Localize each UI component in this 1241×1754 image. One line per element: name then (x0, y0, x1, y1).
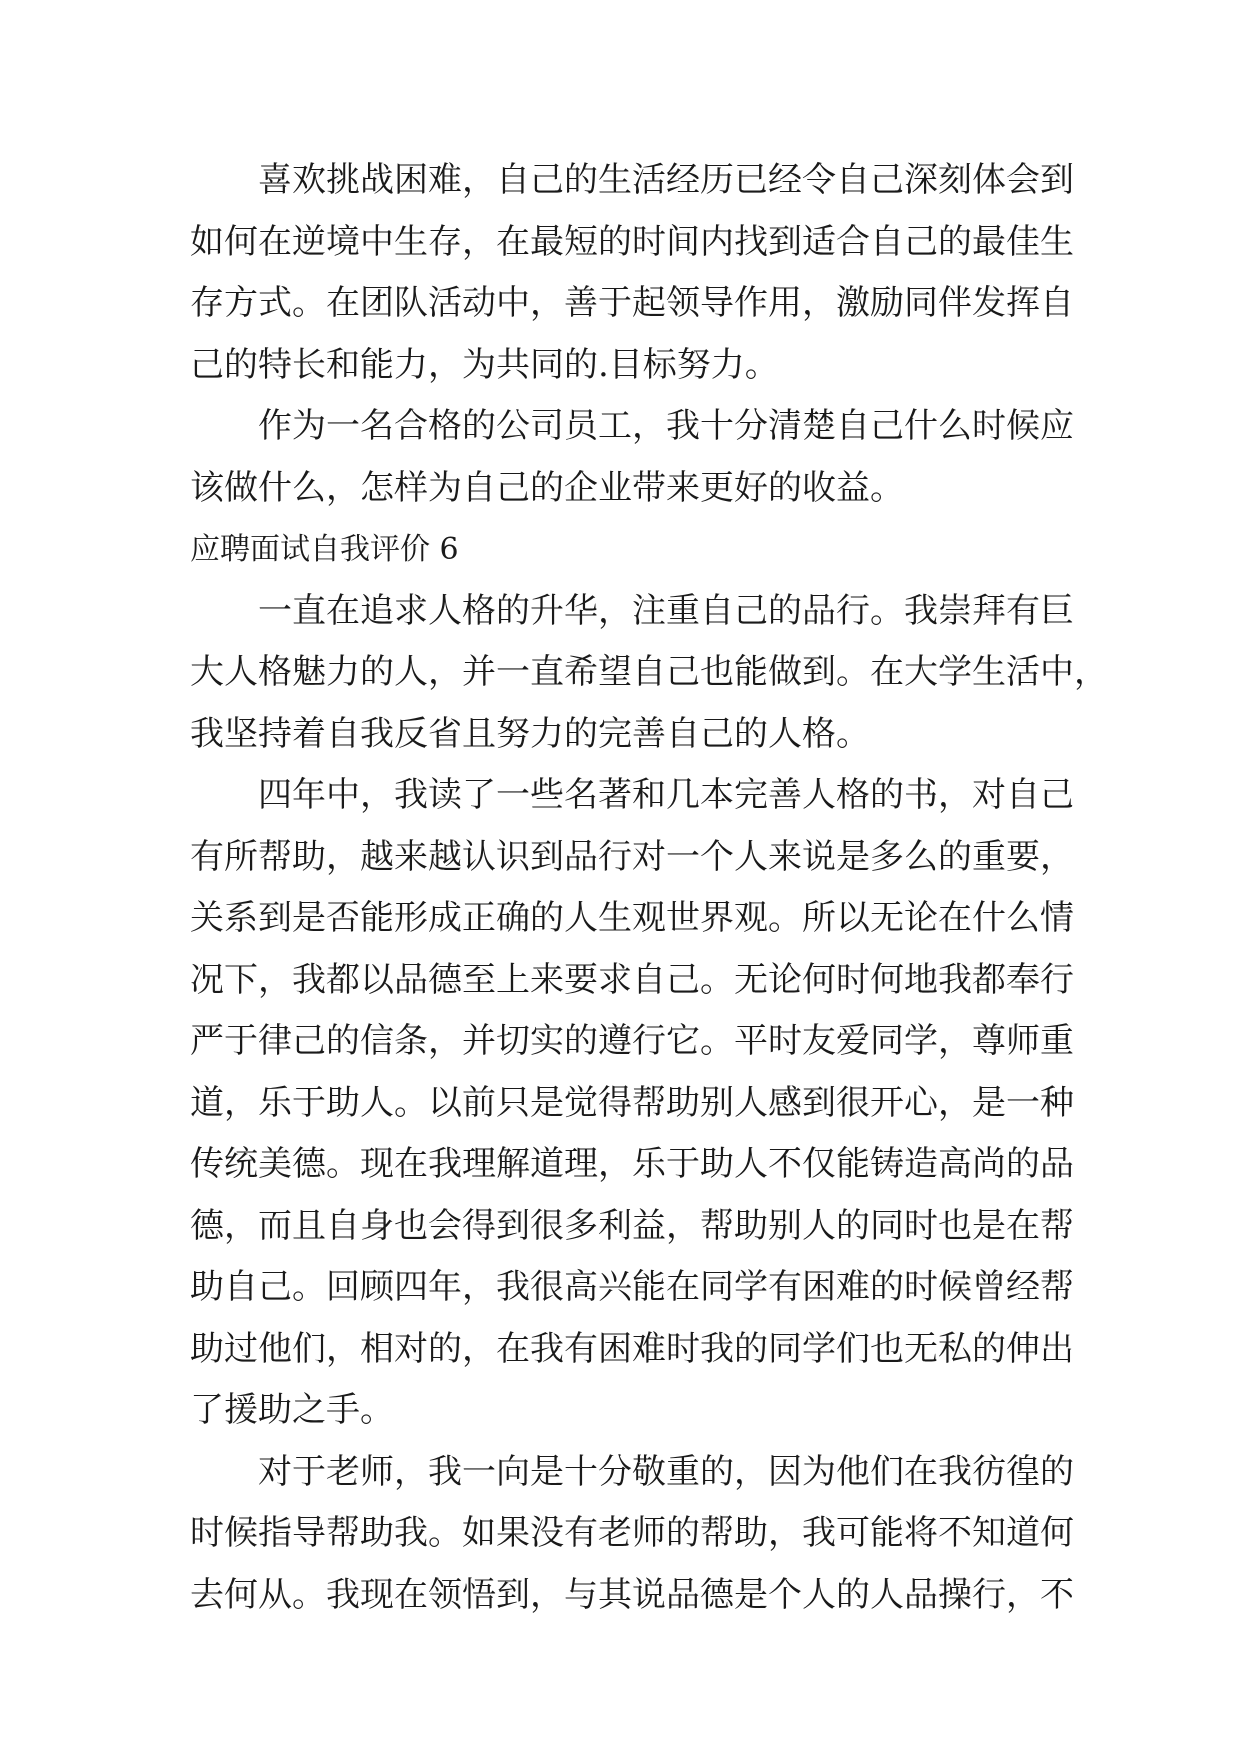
text-line: 严于律己的信条，并切实的遵行它。平时友爱同学，尊师重 (190, 1021, 1074, 1061)
text-line: 喜欢挑战困难，自己的生活经历已经令自己深刻体会到 (258, 160, 1074, 200)
text-line: 如何在逆境中生存，在最短的时间内找到适合自己的最佳生 (190, 221, 1074, 262)
text-line: 一直在追求人格的升华，注重自己的品行。我崇拜有巨 (258, 590, 1074, 631)
section-heading: 应聘面试自我评价 6 (190, 532, 459, 567)
text-line: 对于老师，我一向是十分敬重的，因为他们在我彷徨的 (258, 1451, 1074, 1492)
text-line: 了援助之手。 (190, 1390, 394, 1430)
text-line: 助过他们，相对的，在我有困难时我的同学们也无私的伸出 (190, 1328, 1074, 1369)
text-line: 有所帮助，越来越认识到品行对一个人来说是多么的重要， (190, 836, 1074, 877)
text-line: 该做什么，怎样为自己的企业带来更好的收益。 (190, 467, 904, 508)
document-body (190, 150, 1108, 1626)
text-line: 德，而且自身也会得到很多利益，帮助别人的同时也是在帮 (190, 1205, 1074, 1246)
text-line: 助自己。回顾四年，我很高兴能在同学有困难的时候曾经帮 (190, 1267, 1074, 1307)
text-line: 四年中，我读了一些名著和几本完善人格的书，对自己 (258, 775, 1074, 815)
text-line: 传统美德。现在我理解道理，乐于助人不仅能铸造高尚的品 (190, 1144, 1074, 1184)
text-line: 大人格魅力的人，并一直希望自己也能做到。在大学生活中， (190, 652, 1108, 692)
text-line: 存方式。在团队活动中，善于起领导作用，激励同伴发挥自 (190, 283, 1074, 323)
text-line: 关系到是否能形成正确的人生观世界观。所以无论在什么情 (190, 898, 1074, 938)
text-line: 己的特长和能力，为共同的.目标努力。 (190, 344, 779, 385)
text-line: 去何从。我现在领悟到，与其说品德是个人的人品操行，不 (190, 1574, 1074, 1615)
text-line: 作为一名合格的公司员工，我十分清楚自己什么时候应 (258, 406, 1074, 446)
text-line: 我坚持着自我反省且努力的完善自己的人格。 (190, 713, 870, 754)
text-line: 道，乐于助人。以前只是觉得帮助别人感到很开心，是一种 (190, 1082, 1074, 1123)
text-line: 时候指导帮助我。如果没有老师的帮助，我可能将不知道何 (190, 1513, 1074, 1553)
text-line: 况下，我都以品德至上来要求自己。无论何时何地我都奉行 (190, 959, 1074, 1000)
